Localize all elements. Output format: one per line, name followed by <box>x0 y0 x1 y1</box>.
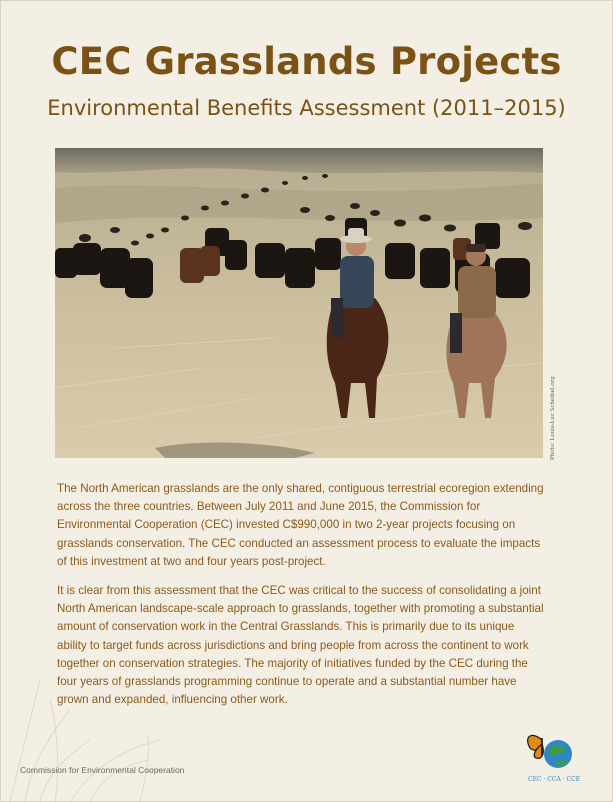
page-title: CEC Grasslands Projects <box>51 40 562 83</box>
page-subtitle: Environmental Benefits Assessment (2011–2015) <box>47 96 566 120</box>
footer-organization: Commission for Environmental Cooperation <box>20 765 185 775</box>
logo-text: CEC · CCA · CCE <box>528 776 581 783</box>
photo-credit: Photo: Louis-Luc Scheibel.org <box>550 376 556 460</box>
assessment-paragraph: It is clear from this assessment that the CEC was critical to the success of consolidating a joint North American landscape-scale approach to grasslands, together with promoting a substantial amount of conservation work in the Central Grasslands. This is primarily due to its unique ability to target funds across jurisdictions and bring people from across the continent to work together on conservation strategies. The majority of initiatives funded by the CEC during the four years of grasslands programming continue to operate and a substantial number have grown and expanded, influencing other work. <box>57 584 544 707</box>
intro-paragraph: The North American grasslands are the only shared, contiguous terrestrial ecoregion extending across the three countries. Between July 2011 and June 2015, the Commission for Environmental Cooperation (CEC) invested C$990,000 in two 2-year projects focusing on grasslands conservation. The CEC conducted an assessment process to evaluate the impacts of this investment at two and four years post-project. <box>57 482 544 568</box>
cattle-drive-photo <box>55 148 543 458</box>
